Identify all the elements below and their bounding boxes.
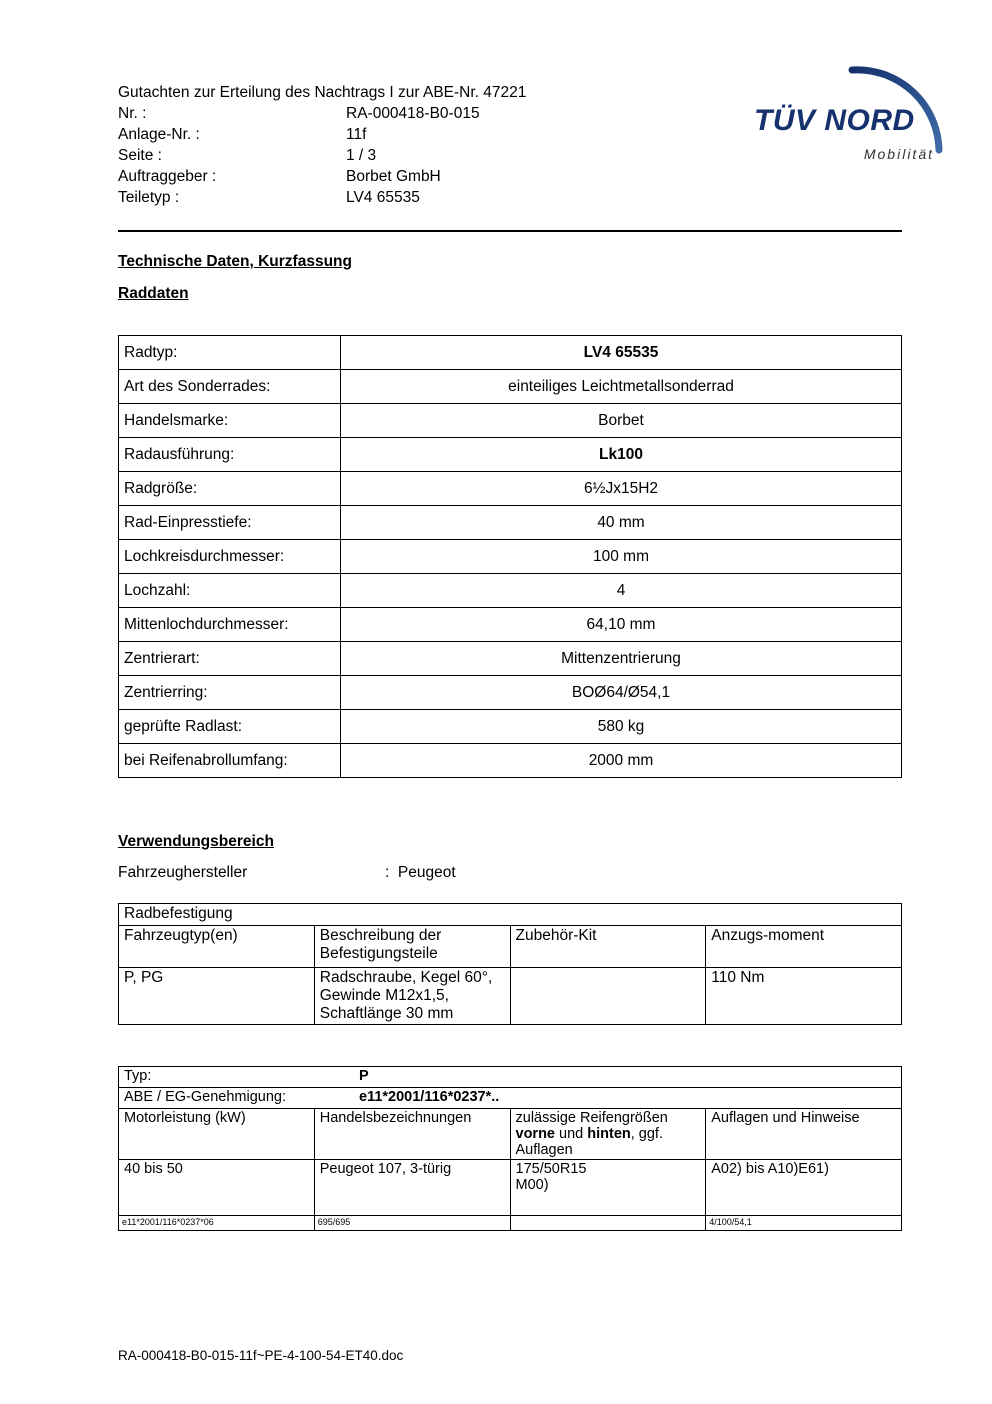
column-header: Zubehör-Kit: [510, 926, 706, 968]
raddaten-value: 4: [341, 574, 902, 608]
abe-value: e11*2001/116*0237*..: [359, 1089, 500, 1105]
reifengroesse-line1: 175/50R15: [515, 1161, 587, 1177]
abe-row-cell: [119, 1088, 902, 1109]
reifen-header-vorne: vorne: [515, 1126, 555, 1142]
footnote-cell: 695/695: [314, 1216, 510, 1231]
raddaten-label: Art des Sonderrades:: [119, 370, 341, 404]
raddaten-value: LV4 65535: [341, 336, 902, 370]
raddaten-label: Lochkreisdurchmesser:: [119, 540, 341, 574]
field-label: Teiletyp :: [118, 189, 180, 206]
raddaten-value: BOØ64/Ø54,1: [341, 676, 902, 710]
table-row: [119, 540, 902, 574]
handelsbezeichnung-cell: Peugeot 107, 3-türig: [314, 1160, 510, 1216]
reifen-header-hinten: hinten: [587, 1126, 631, 1142]
table-row: [119, 404, 902, 438]
header-field-auftraggeber: [118, 166, 902, 187]
raddaten-value: Borbet: [341, 404, 902, 438]
logo-tagline: Mobilität: [863, 146, 934, 162]
field-label: Seite :: [118, 147, 162, 164]
raddaten-label: Radtyp:: [119, 336, 341, 370]
column-header: Anzugs-moment: [706, 926, 902, 968]
typ-label: Typ:: [124, 1068, 152, 1084]
raddaten-label: Zentrierring:: [119, 676, 341, 710]
field-label: Nr. :: [118, 105, 147, 122]
column-header: Beschreibung der Befestigungsteile: [314, 926, 510, 968]
reifen-header-line1: zulässige Reifengrößen: [515, 1110, 668, 1126]
table-row: [119, 574, 902, 608]
table-row: [119, 904, 902, 926]
document-content: [118, 82, 902, 1231]
table-header-row: [119, 1109, 902, 1160]
footnote-cell: [510, 1216, 706, 1231]
table-footnote-row: [119, 1216, 902, 1231]
raddaten-value: 64,10 mm: [341, 608, 902, 642]
reifengroesse-line2: M00): [515, 1177, 549, 1193]
section-heading-raddaten: Raddaten: [118, 285, 189, 302]
footer-filename: RA-000418-B0-015-11f~PE-4-100-54-ET40.doc: [118, 1348, 404, 1363]
table-row: [119, 642, 902, 676]
beschreibung-cell: Radschraube, Kegel 60°, Gewinde M12x1,5, Schaftlänge 30 mm: [314, 968, 510, 1025]
table-row: [119, 1160, 902, 1216]
field-value: 1 / 3: [346, 147, 377, 164]
raddaten-label: geprüfte Radlast:: [119, 710, 341, 744]
anzugsmoment-cell: 110 Nm: [706, 968, 902, 1025]
table-row: [119, 472, 902, 506]
raddaten-label: Radausführung:: [119, 438, 341, 472]
table-row: [119, 744, 902, 778]
raddaten-value: einteiliges Leichtmetallsonderrad: [341, 370, 902, 404]
fahrzeughersteller-label: Fahrzeughersteller: [118, 864, 248, 881]
raddaten-label: Zentrierart:: [119, 642, 341, 676]
fahrzeughersteller-line: [118, 862, 902, 883]
table-row: [119, 370, 902, 404]
reifen-header-und: und: [555, 1126, 588, 1142]
raddaten-label: Handelsmarke:: [119, 404, 341, 438]
zubehoer-cell: [510, 968, 706, 1025]
column-header-handelsbezeichnungen: Handelsbezeichnungen: [314, 1109, 510, 1160]
typ-row-cell: [119, 1067, 902, 1088]
header-field-nr: [118, 103, 902, 124]
fahrzeugtyp-cell: P, PG: [119, 968, 315, 1025]
table-row: [119, 506, 902, 540]
typ-value: P: [359, 1068, 369, 1084]
raddaten-label: Lochzahl:: [119, 574, 341, 608]
document-title: Gutachten zur Erteilung des Nachtrags I zur ABE-Nr. 47221: [118, 84, 527, 101]
footnote-cell: 4/100/54,1: [706, 1216, 902, 1231]
radbefestigung-table: [118, 903, 902, 1025]
raddaten-label: Mittenlochdurchmesser:: [119, 608, 341, 642]
raddaten-value: Lk100: [341, 438, 902, 472]
fahrzeughersteller-value: : Peugeot: [385, 864, 456, 881]
raddaten-label: Rad-Einpresstiefe:: [119, 506, 341, 540]
field-value: LV4 65535: [346, 189, 420, 206]
raddaten-value: 6½Jx15H2: [341, 472, 902, 506]
field-label: Anlage-Nr. :: [118, 126, 200, 143]
field-value: 11f: [346, 126, 367, 143]
column-header-motorleistung: Motorleistung (kW): [119, 1109, 315, 1160]
table-row: [119, 336, 902, 370]
header-divider: [118, 230, 902, 232]
field-label: Auftraggeber :: [118, 168, 217, 185]
auflagen-cell: A02) bis A10)E61): [706, 1160, 902, 1216]
table-row: [119, 676, 902, 710]
raddaten-value: 100 mm: [341, 540, 902, 574]
column-header: Fahrzeugtyp(en): [119, 926, 315, 968]
field-value: Borbet GmbH: [346, 168, 441, 185]
raddaten-label: bei Reifenabrollumfang:: [119, 744, 341, 778]
header-field-anlage: [118, 124, 902, 145]
reifen-header-end: , ggf. Auflagen: [515, 1126, 663, 1158]
table-header-row: [119, 926, 902, 968]
raddaten-value: 2000 mm: [341, 744, 902, 778]
table-row: [119, 1067, 902, 1088]
footnote-cell: e11*2001/116*0237*06: [119, 1216, 315, 1231]
abe-label: ABE / EG-Genehmigung:: [124, 1089, 286, 1105]
radbefestigung-caption: Radbefestigung: [119, 904, 902, 926]
table-row: [119, 968, 902, 1025]
logo-brand-text: TÜV NORD: [754, 104, 915, 137]
typ-genehmigung-table: [118, 1066, 902, 1231]
raddaten-value: 40 mm: [341, 506, 902, 540]
section-heading-verwendungsbereich: Verwendungsbereich: [118, 833, 274, 850]
table-row: [119, 608, 902, 642]
table-row: [119, 710, 902, 744]
raddaten-value: 580 kg: [341, 710, 902, 744]
header-field-teiletyp: [118, 187, 902, 208]
field-value: RA-000418-B0-015: [346, 105, 480, 122]
column-header-reifengroessen: [510, 1109, 706, 1160]
raddaten-table: [118, 335, 902, 778]
table-row: [119, 1088, 902, 1109]
reifengroesse-cell: [510, 1160, 706, 1216]
header-field-seite: [118, 145, 902, 166]
section-heading-technische-daten: Technische Daten, Kurzfassung: [118, 253, 352, 270]
raddaten-label: Radgröße:: [119, 472, 341, 506]
table-row: [119, 438, 902, 472]
raddaten-value: Mittenzentrierung: [341, 642, 902, 676]
motorleistung-cell: 40 bis 50: [119, 1160, 315, 1216]
column-header-auflagen: Auflagen und Hinweise: [706, 1109, 902, 1160]
